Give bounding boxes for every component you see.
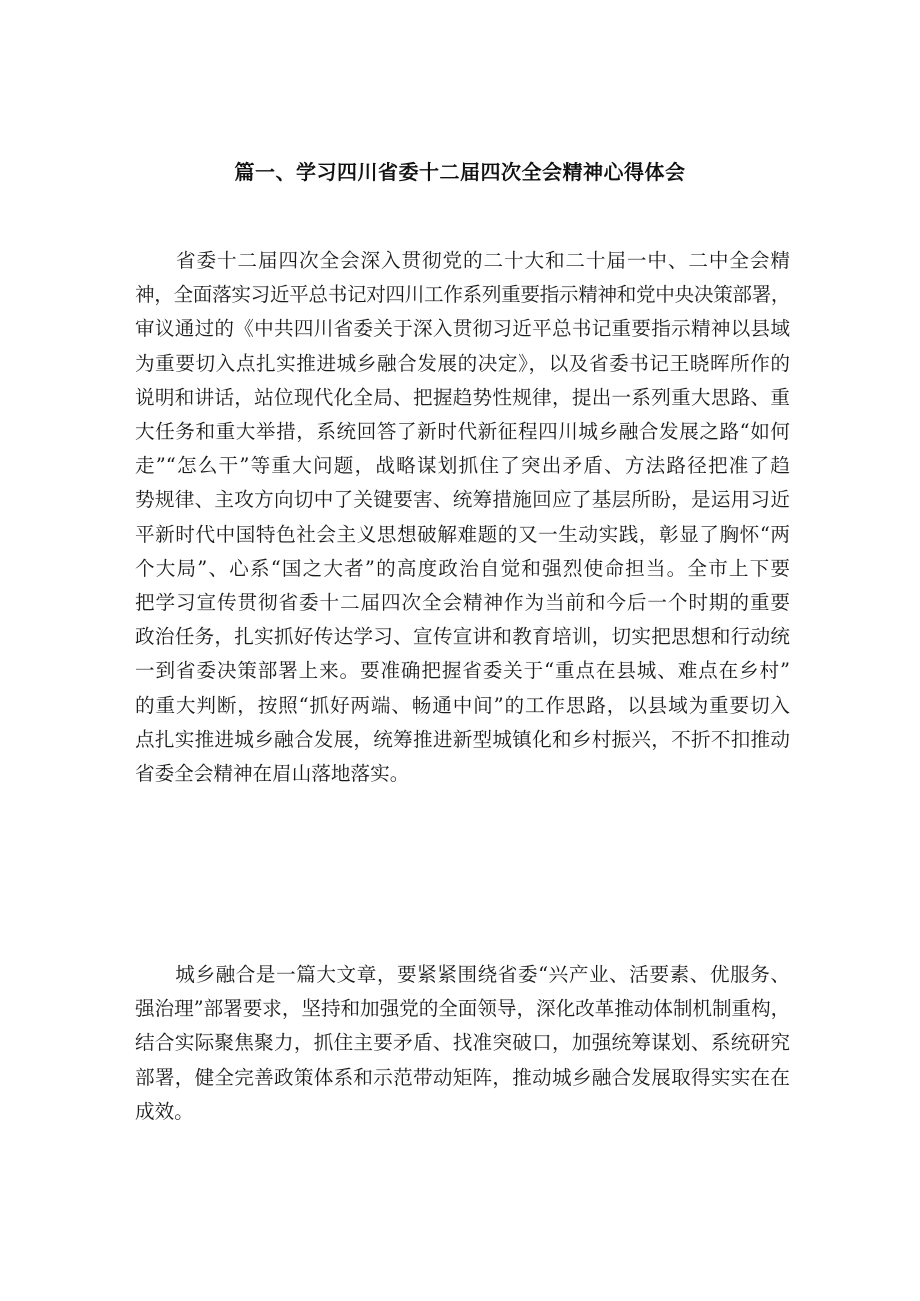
paragraph-line: 省委全会精神在眉山落地落实。 bbox=[135, 762, 410, 786]
paragraph-line: 平新时代中国特色社会主义思想破解难题的又一生动实践，彰显了胸怀“两 bbox=[135, 522, 790, 546]
paragraph-line: 个大局”、心系“国之大者”的高度政治自觉和强烈使命担当。全市上下要 bbox=[135, 556, 790, 580]
paragraph-line: 为重要切入点扎实推进城乡融合发展的决定》，以及省委书记王晓晖所作的 bbox=[135, 351, 790, 375]
paragraph-line: 结合实际聚焦聚力，抓住主要矛盾、找准突破口，加强统筹谋划、系统研究 bbox=[135, 1031, 790, 1055]
paragraph-line: 大任务和重大举措，系统回答了新时代新征程四川城乡融合发展之路“如何 bbox=[135, 420, 790, 444]
document-title: 篇一、学习四川省委十二届四次全会精神心得体会 bbox=[234, 160, 686, 184]
paragraph-1 bbox=[135, 244, 790, 791]
paragraph-line: 的重大判断，按照“抓好两端、畅通中间”的工作思路，以县域为重要切入 bbox=[135, 693, 790, 717]
paragraph-line: 说明和讲话，站位现代化全局、把握趋势性规律，提出一系列重大思路、重 bbox=[135, 385, 790, 409]
paragraph-line: 一到省委决策部署上来。要准确把握省委关于“重点在县城、难点在乡村” bbox=[135, 659, 790, 683]
paragraph-line: 省委十二届四次全会深入贯彻党的二十大和二十届一中、二中全会精 bbox=[135, 249, 790, 272]
paragraph-line: 审议通过的《中共四川省委关于深入贯彻习近平总书记重要指示精神以县域 bbox=[135, 317, 790, 341]
paragraph-line: 点扎实推进城乡融合发展，统筹推进新型城镇化和乡村振兴，不折不扣推动 bbox=[135, 727, 790, 751]
paragraph-line: 势规律、主攻方向切中了关键要害、统筹措施回应了基层所盼，是运用习近 bbox=[135, 488, 790, 512]
paragraph-line: 成效。 bbox=[135, 1099, 194, 1123]
paragraph-line: 把学习宣传贯彻省委十二届四次全会精神作为当前和今后一个时期的重要 bbox=[135, 591, 790, 615]
paragraph-line: 部署，健全完善政策体系和示范带动矩阵，推动城乡融合发展取得实实在在 bbox=[135, 1065, 790, 1089]
paragraph-line: 政治任务，扎实抓好传达学习、宣传宣讲和教育培训，切实把思想和行动统 bbox=[135, 625, 790, 649]
paragraph-line: 城乡融合是一篇大文章，要紧紧围绕省委“兴产业、活要素、优服务、 bbox=[135, 963, 790, 986]
paragraph-line: 强治理”部署要求，坚持和加强党的全面领导，深化改革推动体制机制重构， bbox=[135, 997, 790, 1021]
paragraph-line: 走”“怎么干”等重大问题，战略谋划抓住了突出矛盾、方法路径把准了趋 bbox=[135, 454, 790, 478]
paragraph-2 bbox=[135, 958, 790, 1129]
paragraph-line: 神，全面落实习近平总书记对四川工作系列重要指示精神和党中央决策部署， bbox=[135, 283, 790, 307]
